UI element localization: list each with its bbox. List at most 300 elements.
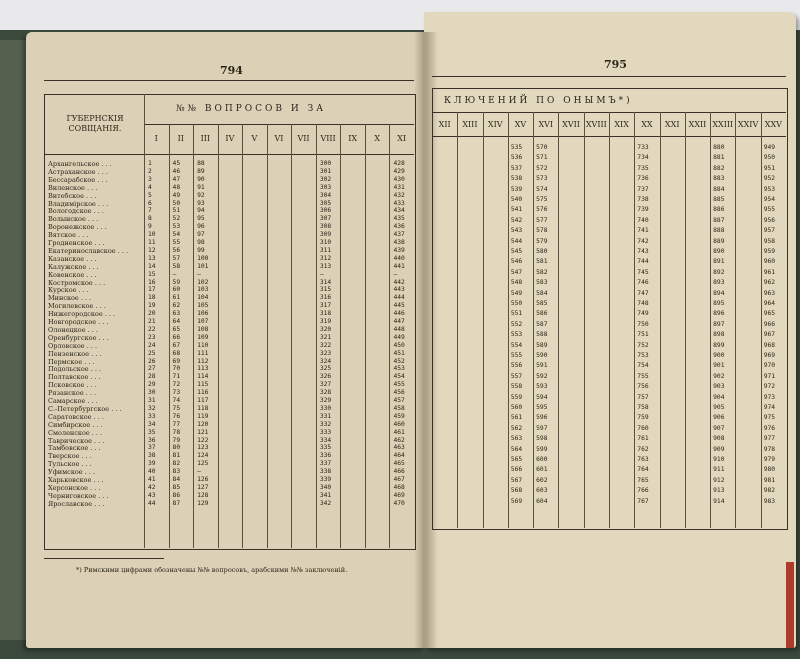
table-cell: 53 [172,223,181,231]
column-divider [291,124,292,548]
table-cell: 587 [536,320,548,328]
table-cell: 951 [763,164,776,172]
table-cell: 584 [536,289,548,297]
table-cell: 73 [172,389,181,397]
table-cell: 450 [393,341,405,349]
table-cell: 48 [172,183,181,191]
region-name: Симбирское . . . [48,420,103,429]
table-cell: — [393,270,398,278]
table-cell: 454 [393,373,405,381]
header-rule [44,80,414,81]
column-header: XIX [614,120,629,129]
table-cell: 742 [637,237,649,245]
table-cell: 319 [319,318,332,325]
table-cell: 561 [510,414,523,422]
table-cell: 977 [763,435,776,443]
table-cell: 328 [319,389,332,397]
region-name: Волынское . . . [48,215,99,224]
table-cell: 596 [536,414,548,422]
table-cell: 950 [763,154,776,162]
table-cell: 537 [510,164,523,172]
column-header: XIV [487,120,503,129]
table-cell: 761 [637,435,649,443]
table-cell: 26 [148,357,156,365]
table-cell: 98 [197,239,205,246]
table-cell: 546 [510,258,523,266]
table-cell: 957 [763,227,776,235]
table-cell: 327 [319,381,332,389]
region-name: Тульское . . . [48,460,92,469]
table-cell: 557 [510,372,523,380]
table-cell: 304 [319,191,332,199]
table-cell: 913 [713,487,725,495]
table-cell: 47 [172,175,181,183]
table-cell: 29 [148,381,156,389]
table-cell: 737 [637,185,649,193]
table-cell: 335 [319,444,332,452]
table-cell: 593 [536,383,548,391]
table-cell: 453 [393,365,405,373]
table-cell: — [319,270,324,278]
table-cell: 549 [510,289,523,297]
table-cell: 967 [763,331,776,339]
table-cell: 74 [172,397,181,404]
table-cell: 13 [148,254,156,262]
table-cell: 880 [713,144,725,151]
table-cell: 338 [319,468,332,476]
column-divider [660,112,661,528]
table-cell: 881 [713,154,725,162]
table-cell: 545 [510,248,523,255]
table-cell: 2 [148,167,152,175]
table-cell: 594 [536,393,548,401]
column-header: XIII [462,120,478,129]
table-cell: 898 [713,331,725,339]
column-header: XI [397,134,407,143]
table-cell: 430 [393,175,405,183]
table-cell: 954 [763,196,776,203]
page-number-left: 794 [220,64,243,77]
column-divider [685,112,686,528]
column-divider [483,112,484,528]
table-cell: 58 [172,262,181,270]
region-name: Орловское . . . [48,341,98,350]
table-cell: 895 [713,300,725,307]
column-divider [389,124,390,548]
table-cell: 433 [393,199,405,207]
table-cell: 749 [637,310,649,318]
table-cell: 3 [148,175,152,183]
table-cell: 469 [393,491,405,499]
table-cell: 434 [393,207,405,215]
table-cell: 20 [148,310,156,318]
table-cell: 602 [536,476,548,484]
column-divider [169,124,170,548]
table-cell: 457 [393,397,405,404]
table-cell: 80 [172,444,181,452]
table-cell: 910 [713,456,725,463]
column-header: XXIII [712,120,734,129]
table-cell: 904 [713,393,725,401]
region-name: Ярославское . . . [48,499,105,508]
table-cell: 552 [510,320,523,328]
table-cell: 110 [197,341,209,349]
table-cell: 466 [393,468,405,476]
table-cell: 892 [713,268,725,276]
table-cell: 313 [319,262,332,270]
table-cell: 747 [637,289,649,297]
table-cell: 89 [197,167,205,175]
column-header: XXIV [737,120,759,129]
column-header: XX [641,120,653,129]
table-cell: 544 [510,237,523,245]
table-cell: 553 [510,331,523,339]
table-cell: 85 [172,483,181,491]
column-divider [735,112,736,528]
table-cell: 445 [393,302,405,310]
table-cell: 982 [763,487,776,495]
table-cell: 896 [713,310,725,318]
table-cell: 312 [319,254,332,262]
table-cell: 456 [393,389,405,397]
column-header: III [200,134,211,143]
table-cell: 117 [197,397,209,404]
table-cell: 72 [172,381,181,389]
table-cell: 597 [536,424,548,432]
table-cell: 5 [148,191,152,199]
table-cell: 320 [319,325,332,333]
table-cell: 332 [319,420,332,428]
table-cell: 24 [148,341,156,349]
table-cell: 36 [148,436,156,444]
table-cell: 10 [148,231,156,239]
region-name: Витебское . . . [48,191,97,200]
table-cell: 84 [172,476,181,483]
table-cell: 885 [713,196,725,203]
table-cell: 746 [637,279,649,287]
table-cell: 107 [197,318,209,325]
table-cell: 978 [763,445,776,453]
region-name: Виленское . . . [48,183,98,192]
table-cell: 764 [637,466,649,474]
region-name: Гродненское . . . [48,239,105,247]
table-cell: 35 [148,428,156,436]
table-cell: 81 [172,452,181,460]
table-cell: 582 [536,268,548,276]
table-cell: 325 [319,365,332,373]
table-cell: 575 [536,196,548,203]
table-cell: 437 [393,231,405,239]
table-cell: 106 [197,310,209,318]
table-cell: 129 [197,499,209,507]
table-cell: 70 [172,365,181,373]
column-header: I [154,134,158,143]
table-cell: 564 [510,445,523,453]
table-cell: 114 [197,373,209,381]
table-cell: 604 [536,497,548,505]
table-cell: 56 [172,246,181,254]
table-cell: 542 [510,216,523,224]
table-cell: 32 [148,404,156,412]
table-cell: 736 [637,175,649,183]
table-cell: 598 [536,435,548,443]
table-cell: 4 [148,183,152,191]
table-cell: 580 [536,248,548,255]
table-cell: 52 [172,215,181,223]
column-header: XVII [562,120,580,129]
region-name: Нижегородское . . . [48,310,116,319]
region-name: Тверское . . . [48,452,92,461]
table-cell: 753 [637,352,649,359]
table-cell: 760 [637,424,649,432]
table-cell: 431 [393,183,405,191]
table-cell: 21 [148,318,156,325]
table-cell: 590 [536,352,548,359]
table-cell: 745 [637,268,649,276]
table-cell: 54 [172,231,181,239]
table-cell: 111 [197,349,209,357]
table-cell: 38 [148,452,156,460]
table-cell: 949 [763,144,776,151]
table-cell: 540 [510,196,523,203]
region-name: Черниговское . . . [48,491,109,500]
table-cell: 302 [319,175,332,183]
table-title-right: КЛЮЧЕНИЙ ПО ОНЫМЪ*) [444,96,633,106]
table-cell: 550 [510,300,523,307]
table-cell: 41 [148,476,156,483]
table-cell: 599 [536,445,548,453]
table-cell: 952 [763,175,776,183]
table-cell: 23 [148,333,156,341]
table-cell: 127 [197,483,209,491]
table-cell: 585 [536,300,548,307]
table-cell: 336 [319,452,332,460]
table-cell: 467 [393,476,405,483]
table-cell: 306 [319,207,332,215]
region-name: Владимірское . . . [48,199,109,208]
table-cell: 887 [713,216,725,224]
table-cell: 428 [393,160,405,167]
table-cell: 591 [536,362,548,370]
table-cell: 126 [197,476,209,483]
table-cell: 334 [319,436,332,444]
table-cell: 108 [197,325,209,333]
table-cell: 979 [763,456,776,463]
table-cell: 61 [172,294,181,302]
table-cell: 543 [510,227,523,235]
table-cell: 563 [510,435,523,443]
table-cell: 104 [197,294,209,302]
region-name: Астраханское . . . [48,167,108,176]
footnote: *) Римскими цифрами обозначены №№ вопросовъ, арабскими №№ заключеній. [76,566,348,574]
region-name: Саратовское . . . [48,412,104,421]
table-cell: 964 [763,300,776,307]
table-cell: 763 [637,456,649,463]
table-cell: 735 [637,164,649,172]
table-cell: 118 [197,404,209,412]
table-cell: 756 [637,383,649,391]
table-cell: 752 [637,341,649,349]
table-cell: 566 [510,466,523,474]
region-name: Подольское . . . [48,365,102,374]
table-cell: 902 [713,372,725,380]
table-cell: 460 [393,420,405,428]
table-cell: 307 [319,215,332,223]
table-cell: 1 [148,160,152,167]
table-cell: 963 [763,289,776,297]
table-cell: 329 [319,397,332,404]
table-cell: 574 [536,185,548,193]
region-name: Уфимское . . . [48,468,96,477]
table-cell: 7 [148,207,152,215]
table-cell: 739 [637,206,649,214]
table-cell: 441 [393,262,405,270]
table-cell: 435 [393,215,405,223]
table-cell: 436 [393,223,405,231]
table-cell: 17 [148,286,156,294]
table-cell: 755 [637,372,649,380]
table-cell: 592 [536,372,548,380]
region-name: Могилевское . . . [48,302,106,311]
region-name: Псковское . . . [48,381,97,390]
table-cell: 318 [319,310,332,318]
table-cell: 740 [637,216,649,224]
table-cell: 19 [148,302,156,310]
table-cell: 303 [319,183,332,191]
table-cell: 76 [172,412,181,420]
column-divider [193,124,194,548]
table-cell: 105 [197,302,209,310]
column-header: XV [514,120,527,129]
table-cell: 758 [637,404,649,411]
column-divider [340,124,341,548]
table-cell: 766 [637,487,649,495]
table-cell: 28 [148,373,156,381]
region-name: Херсонское . . . [48,483,101,492]
region-name: Вологодское . . . [48,207,104,216]
table-cell: 79 [172,436,181,444]
table-cell: 96 [197,223,205,231]
table-cell: 581 [536,258,548,266]
table-cell: — [197,468,201,476]
table-cell: 33 [148,412,156,420]
table-cell: 57 [172,254,181,262]
table-cell: 899 [713,341,725,349]
table-cell: 974 [763,404,776,411]
table-cell: 914 [713,497,725,505]
table-cell: 340 [319,483,332,491]
table-cell: 91 [197,183,205,191]
table-cell: 316 [319,294,332,302]
column-divider [218,124,219,548]
column-divider [457,112,458,528]
table-cell: 310 [319,239,332,246]
table-cell: 751 [637,331,649,339]
table-cell: 103 [197,286,209,294]
table-cell: — [197,270,201,278]
column-divider [508,112,509,528]
table-cell: 953 [763,185,776,193]
column-header: VIII [320,134,336,143]
table-cell: 734 [637,154,649,162]
table-cell: 883 [713,175,725,183]
column-header: XXV [764,120,782,129]
table-cell: 443 [393,286,405,294]
column-divider [242,124,243,548]
table-cell: 321 [319,333,332,341]
region-name: Рязанское . . . [48,389,97,398]
table-cell: 535 [510,144,523,151]
column-header: IV [225,134,235,143]
table-cell: 464 [393,452,405,460]
table-cell: 461 [393,428,405,436]
region-name: Тамбовское . . . [48,444,101,453]
table-cell: 969 [763,352,776,359]
column-header: XII [438,120,451,129]
region-header: ГУБЕРНСКІЯ СОВЩАНІЯ. [66,114,124,133]
table-cell: 326 [319,373,332,381]
table-cell: 886 [713,206,725,214]
table-cell: 463 [393,444,405,452]
table-cell: 46 [172,167,181,175]
table-cell: 122 [197,436,209,444]
table-cell: 906 [713,414,725,422]
region-name: Полтавское . . . [48,373,101,382]
region-name: Казанское . . . [48,254,97,263]
table-cell: 83 [172,468,181,476]
region-name: Пензенское . . . [48,349,102,358]
table-cell: 465 [393,460,405,468]
book-gutter [414,32,438,648]
table-cell: 317 [319,302,332,310]
table-cell: 539 [510,185,523,193]
table-cell: 536 [510,154,523,162]
table-cell: 455 [393,381,405,389]
column-header: XXII [688,120,707,129]
table-cell: 15 [148,270,156,278]
bookmark-ribbon [786,562,794,648]
table-cell: 738 [637,196,649,203]
table-cell: 570 [536,144,548,151]
table-cell: 960 [763,258,776,266]
table-cell: 311 [319,246,332,254]
table-cell: 67 [172,341,181,349]
table-cell: 324 [319,357,332,365]
table-cell: 30 [148,389,156,397]
table-cell: 308 [319,223,332,231]
table-cell: 11 [148,239,156,246]
table-cell: 759 [637,414,649,422]
table-cell: 301 [319,167,332,175]
table-cell: 342 [319,499,332,507]
table-cell: 102 [197,278,209,286]
table-cell: 119 [197,412,209,420]
table-cell: 64 [172,318,181,325]
table-cell: 309 [319,231,332,239]
table-cell: 893 [713,279,725,287]
table-cell: 42 [148,483,156,491]
table-cell: 39 [148,460,156,468]
header-bottom-rule [44,154,414,155]
table-cell: 55 [172,239,181,246]
table-cell: 757 [637,393,649,401]
column-header: VI [274,134,284,143]
column-header: X [374,134,381,143]
table-cell: 37 [148,444,156,452]
table-cell: 101 [197,262,209,270]
table-cell: 959 [763,248,776,255]
table-cell: 71 [172,373,181,381]
